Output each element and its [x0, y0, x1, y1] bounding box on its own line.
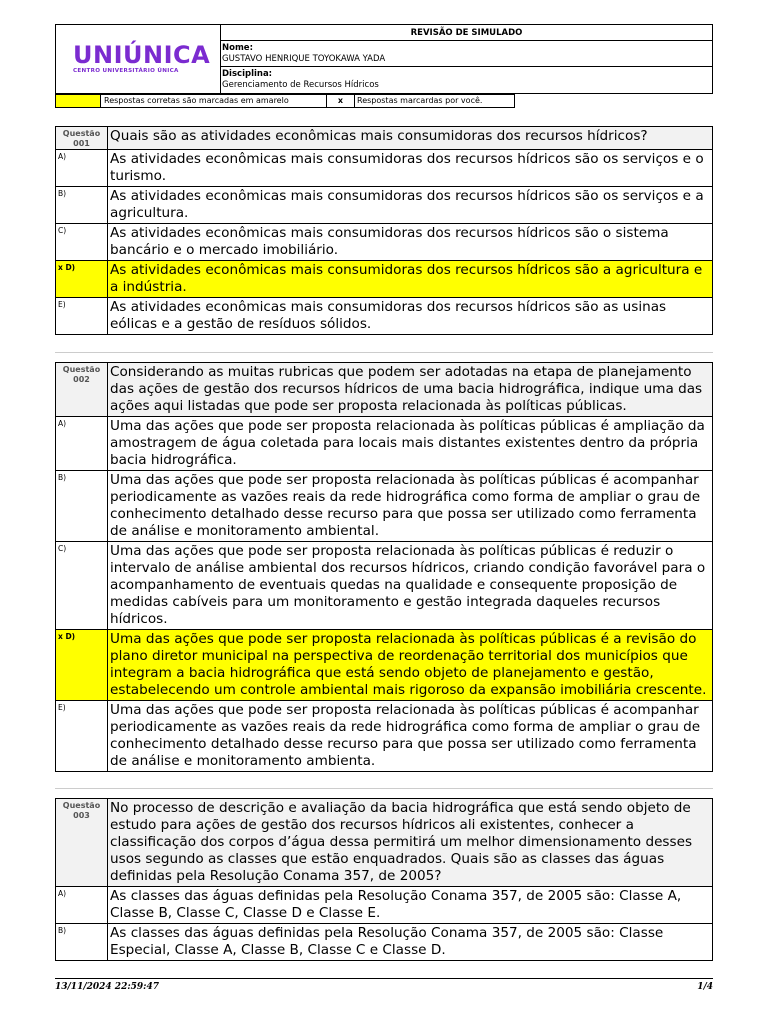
question-number: Questão 002 — [56, 363, 108, 416]
discipline-value: Gerenciamento de Recursos Hídricos — [222, 80, 379, 90]
option-e — [56, 701, 712, 772]
logo-wordmark: UNIÚNICA — [73, 41, 211, 69]
document-title: REVISÃO DE SIMULADO — [221, 25, 712, 41]
logo-subtitle: CENTRO UNIVERSITÁRIO ÚNICA — [73, 68, 179, 74]
separator — [55, 788, 713, 790]
legend-x-mark: x — [327, 94, 355, 108]
legend — [55, 94, 515, 108]
question-001 — [55, 126, 713, 335]
option-d-selected-correct — [56, 261, 712, 298]
question-number: Questão 001 — [56, 127, 108, 149]
option-a — [56, 887, 712, 924]
option-label: C) — [56, 542, 108, 629]
option-label: B) — [56, 187, 108, 223]
option-label: C) — [56, 224, 108, 260]
option-label: B) — [56, 924, 108, 960]
question-header — [56, 363, 712, 417]
header-box — [55, 24, 713, 94]
option-text: Uma das ações que pode ser proposta relacionada às políticas públicas é a revisão do plano diretor municipal na perspectiva de reordenação territorial dos municípios que integram a bacia hidrográfica que está sendo objeto de planejamento e gestão, estabelecendo um controle ambiental mais rigoroso da expansão imobiliária crescente. — [108, 630, 712, 700]
option-label: E) — [56, 701, 108, 771]
option-text: As classes das águas definidas pela Resolução Conama 357, de 2005 são: Classe A, Classe B, Classe C, Classe D e Classe E. — [110, 888, 682, 921]
option-text: Uma das ações que pode ser proposta relacionada às políticas públicas é acompanhar periodicamente as vazões reais da rede hidrográfica como forma de ampliar o grau de conhecimento detalhado desse recurso para que possa ser utilizado como ferramenta de análise e monitoramento ambienta. — [110, 702, 701, 769]
option-text: Uma das ações que pode ser proposta relacionada às políticas públicas é acompanhar periodicamente as vazões reais da rede hidrográfica como forma de ampliar o grau de conhecimento detalhado desse recurso para que possa ser utilizado como ferramenta de análise e monitoramento ambiental. — [110, 472, 701, 539]
separator — [55, 352, 713, 354]
logo — [56, 25, 221, 93]
question-text: Considerando as muitas rubricas que podem ser adotadas na etapa de planejamento das ações de gestão dos recursos hídricos de uma bacia hidrográfica, indique uma das ações aqui listadas que pode ser proposta relacionada às políticas públicas. — [108, 363, 712, 416]
option-label: A) — [56, 417, 108, 470]
option-label: x D) — [56, 261, 108, 297]
footer-page-number: 1/4 — [697, 982, 713, 992]
option-b — [56, 471, 712, 542]
question-header — [56, 127, 712, 150]
legend-correct-text: Respostas corretas são marcadas em amarelo — [101, 94, 327, 108]
name-value: GUSTAVO HENRIQUE TOYOKAWA YADA — [222, 54, 386, 64]
option-text: As atividades econômicas mais consumidoras dos recursos hídricos são o sistema bancário e o mercado imobiliário. — [110, 225, 669, 258]
option-label: A) — [56, 887, 108, 923]
option-b — [56, 924, 712, 961]
footer-divider — [55, 978, 713, 979]
option-text: As atividades econômicas mais consumidoras dos recursos hídricos são os serviços e a agricultura. — [110, 188, 704, 221]
discipline — [221, 67, 712, 93]
option-a — [56, 417, 712, 471]
option-label: A) — [56, 150, 108, 186]
footer-datetime: 13/11/2024 22:59:47 — [55, 982, 160, 992]
discipline-label: Disciplina: — [222, 69, 273, 79]
option-label: E) — [56, 298, 108, 334]
option-text: As atividades econômicas mais consumidoras dos recursos hídricos são a agricultura e a indústria. — [108, 261, 712, 297]
question-text: Quais são as atividades econômicas mais consumidoras dos recursos hídricos? — [108, 127, 712, 149]
option-text: As atividades econômicas mais consumidoras dos recursos hídricos são os serviços e o turismo. — [110, 151, 704, 184]
option-e — [56, 298, 712, 335]
option-text: As classes das águas definidas pela Resolução Conama 357, de 2005 são: Classe Especial, Classe A, Classe B, Classe C e Classe D. — [110, 925, 664, 958]
question-003 — [55, 798, 713, 961]
question-text: No processo de descrição e avaliação da bacia hidrográfica que está sendo objeto de estudo para ações de gestão dos recursos hídricos ali existentes, conhecer a classificação dos corpos d’água dessa permitirá um melhor dimensionamento desses usos segundo as classes que estão enquadrados. Quais são as classes das águas definidas pela Resolução Conama 357, de 2005? — [108, 799, 712, 886]
legend-marked-text: Respostas marcardas por você. — [355, 94, 515, 108]
option-c — [56, 224, 712, 261]
option-text: Uma das ações que pode ser proposta relacionada às políticas públicas é reduzir o intervalo de análise ambiental dos recursos hídricos, criando condição favorável para o acompanhamento de eventuais quedas na qualidade e consequente proposição de medidas cabíveis para um monitoramento e gestão integrada daqueles recursos hídricos. — [110, 543, 706, 627]
option-c — [56, 542, 712, 630]
option-text: Uma das ações que pode ser proposta relacionada às políticas públicas é ampliação da amostragem de água coletada para locais mais distantes existentes dentro da própria bacia hidrográfica. — [110, 418, 705, 468]
legend-yellow-swatch — [55, 94, 101, 108]
option-b — [56, 187, 712, 224]
option-d-selected-correct — [56, 630, 712, 701]
option-label: x D) — [56, 630, 108, 700]
question-002 — [55, 362, 713, 772]
option-label: B) — [56, 471, 108, 541]
question-header — [56, 799, 712, 887]
student-name — [221, 41, 712, 67]
option-a — [56, 150, 712, 187]
option-text: As atividades econômicas mais consumidoras dos recursos hídricos são as usinas eólicas e a gestão de resíduos sólidos. — [110, 299, 667, 332]
name-label: Nome: — [222, 43, 253, 53]
question-number: Questão 003 — [56, 799, 108, 886]
